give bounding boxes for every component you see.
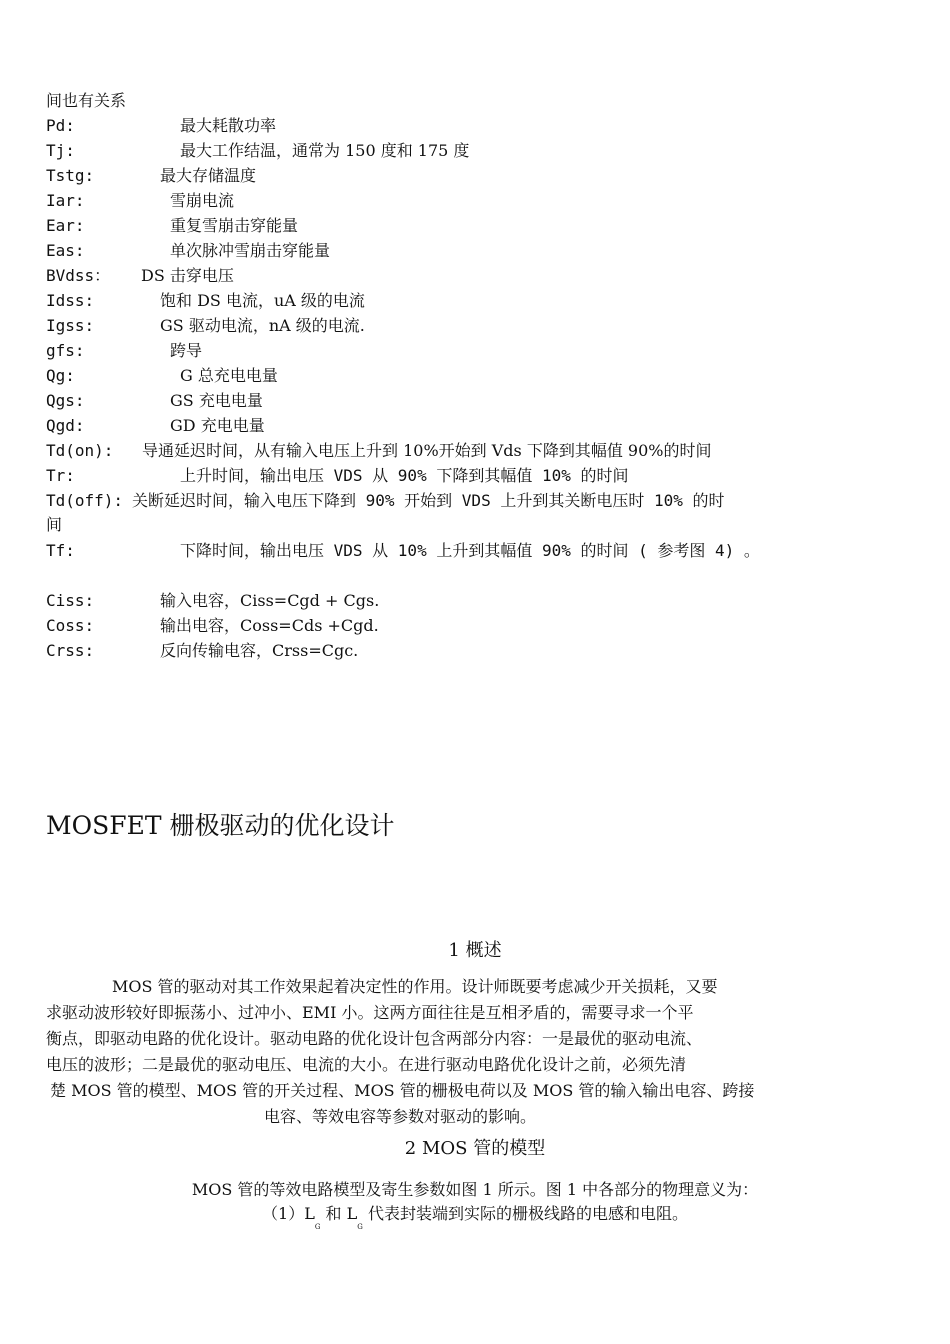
param-term: Td(off): [46, 491, 124, 510]
param-desc: DS 击穿电压 [141, 266, 234, 285]
param-desc: 重复雪崩击穿能量 [170, 216, 299, 235]
param-term: Coss: [46, 616, 95, 635]
subscript-g: G [314, 1223, 321, 1231]
param-term: BVdss： [46, 266, 111, 285]
param-desc: 跨导 [170, 341, 203, 360]
param-desc: 最大工作结温，通常为 150 度和 175 度 [180, 141, 470, 160]
param-desc: 输出电容，Coss=Cds +Cgd. [160, 616, 379, 635]
param-term: Eas: [46, 241, 85, 260]
model-item-line [0, 1201, 950, 1231]
param-term: Tstg: [46, 166, 95, 185]
heading-model: 2 MOS 管的模型 [404, 1138, 546, 1159]
param-term: Tj: [46, 141, 75, 160]
param-desc: 单次脉冲雪崩击穿能量 [170, 241, 331, 260]
subscript-g: G [357, 1223, 363, 1231]
param-term: Tr: [46, 466, 75, 485]
param-desc: 最大耗散功率 [180, 116, 277, 135]
param-desc: 下降时间，输出电压 VDS 从 10% 上升到其幅值 90% 的时间 ( 参考图 4) 。 [180, 541, 760, 560]
param-term: gfs: [46, 341, 85, 360]
intro-text: 间也有关系 [46, 91, 127, 110]
param-desc: GS 驱动电流，nA 级的电流. [160, 316, 365, 335]
paragraph-line: 衡点，即驱动电路的优化设计。驱动电路的优化设计包含两部分内容：一是最优的驱动电流、 [46, 1029, 703, 1048]
param-desc: 饱和 DS 电流，uA 级的电流 [160, 291, 365, 310]
param-desc: 关断延迟时间，输入电压下降到 90% 开始到 VDS 上升到其关断电压时 10% 的时 [132, 491, 725, 510]
param-term: Pd: [46, 116, 75, 135]
param-term: Td(on): [46, 441, 114, 460]
param-term: Tf: [46, 541, 75, 560]
paragraph-line: MOS 管的驱动对其工作效果起着决定性的作用。设计师既要考虑减少开关损耗，又要 [112, 977, 718, 996]
param-term: Iar: [46, 191, 85, 210]
heading-overview: 1 概述 [448, 940, 502, 961]
param-term: Crss: [46, 641, 95, 660]
model-intro-line: MOS 管的等效电路模型及寄生参数如图 1 所示。图 1 中各部分的物理意义为： [191, 1180, 759, 1199]
param-desc: 雪崩电流 [170, 191, 235, 210]
param-desc: 输入电容，Ciss=Cgd + Cgs. [160, 591, 380, 610]
section-title: MOSFET 栅极驱动的优化设计 [46, 811, 395, 840]
param-term: Ear: [46, 216, 85, 235]
param-term: Idss: [46, 291, 95, 310]
param-desc: 反向传输电容，Crss=Cgc. [160, 641, 359, 660]
param-desc: G 总充电电量 [180, 366, 278, 385]
model-item-mid: 和 L [325, 1204, 358, 1223]
param-desc: GD 充电电量 [170, 416, 265, 435]
param-term: Qg: [46, 366, 75, 385]
param-desc: 上升时间，输出电压 VDS 从 90% 下降到其幅值 10% 的时间 [180, 466, 629, 485]
model-item-suffix: 代表封装端到实际的栅极线路的电感和电阻。 [367, 1204, 688, 1223]
paragraph-line: 电容、等效电容等参数对驱动的影响。 [264, 1107, 537, 1126]
intro-line [46, 90, 126, 112]
paragraph-line: 电压的波形；二是最优的驱动电压、电流的大小。在进行驱动电路优化设计之前，必须先清 [46, 1055, 687, 1074]
paragraph-line: 求驱动波形较好即振荡小、过冲小、EMI 小。这两方面往往是互相矛盾的，需要寻求一个平 [46, 1003, 694, 1022]
param-desc: GS 充电电量 [170, 391, 263, 410]
param-term: Igss: [46, 316, 95, 335]
param-desc: 导通延迟时间，从有输入电压上升到 10%开始到 Vds 下降到其幅值 90%的时间 [142, 441, 712, 460]
param-desc: 最大存储温度 [160, 166, 257, 185]
model-item-prefix: （1）L [262, 1204, 315, 1223]
param-desc: 间 [46, 515, 63, 534]
param-term: Ciss: [46, 591, 95, 610]
paragraph-overview [46, 974, 866, 1130]
param-term: Qgd: [46, 416, 85, 435]
paragraph-line: 楚 MOS 管的模型、MOS 管的开关过程、MOS 管的栅极电荷以及 MOS 管的输入输出电容、跨接 [50, 1081, 755, 1100]
param-term: Qgs: [46, 391, 85, 410]
